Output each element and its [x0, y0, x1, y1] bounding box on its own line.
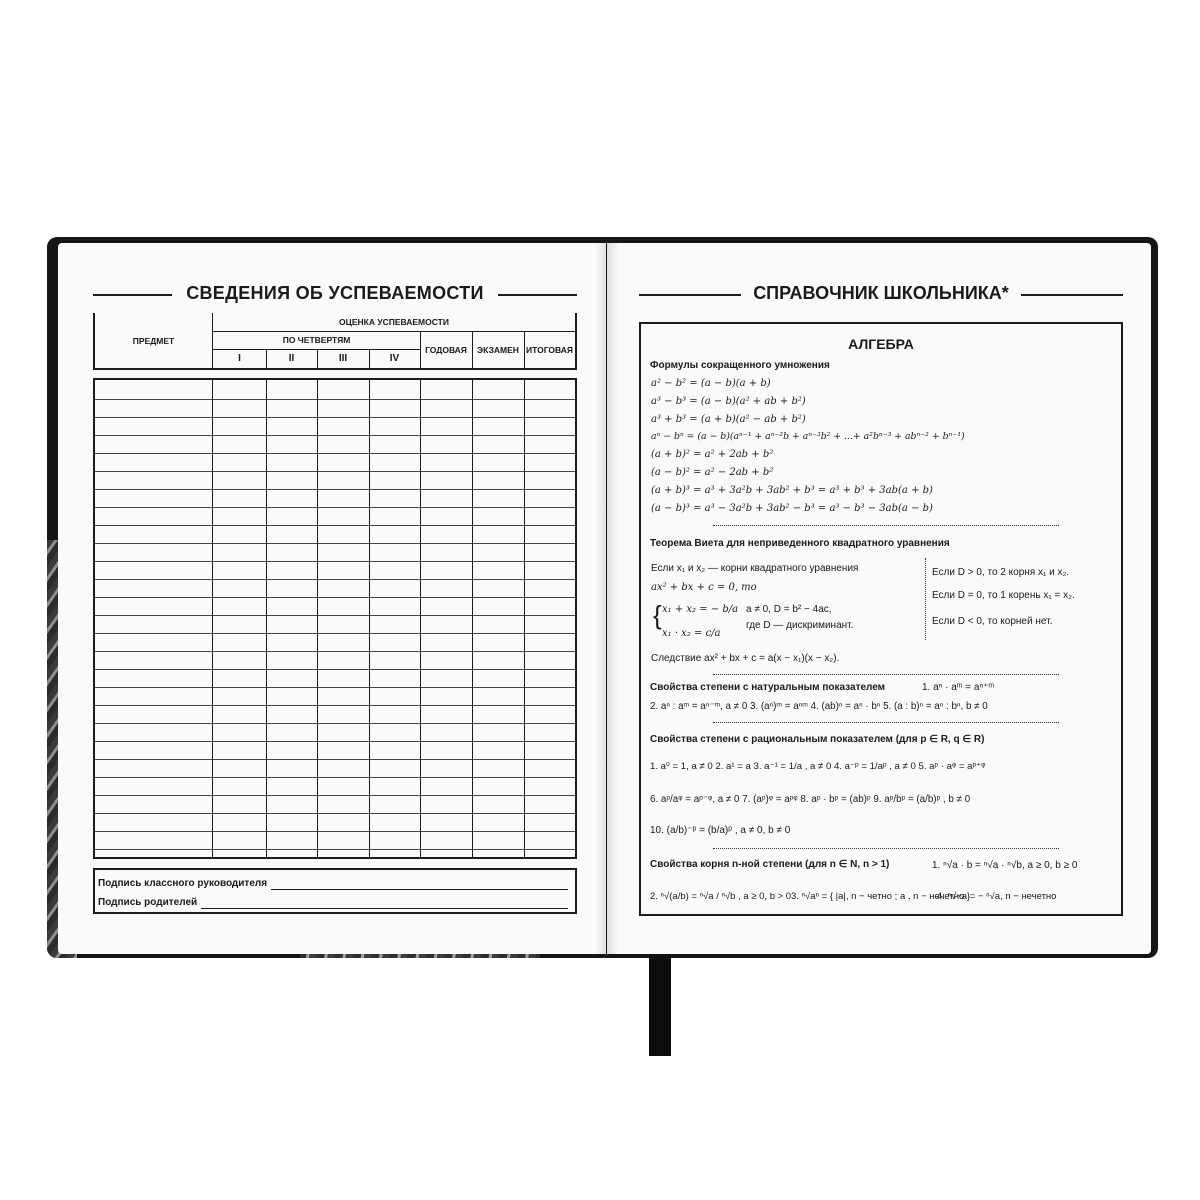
divider	[713, 722, 1059, 723]
quarters-header: ПО ЧЕТВЕРТЯМ	[282, 335, 351, 345]
quarter-4: IV	[389, 353, 400, 364]
subject-header: ПРЕДМЕТ	[132, 335, 175, 346]
root-3: 3. ⁿ√aⁿ = { |a|, n − четно ; a , n − нечетно }	[791, 891, 971, 902]
formula-2: a³ − b³ = (a − b)(a² + ab + b²)	[651, 396, 806, 407]
final-header: ИТОГОВАЯ	[526, 344, 573, 355]
vieta-case-3: Если D < 0, то корней нет.	[932, 616, 1053, 627]
vieta-case-1: Если D > 0, то 2 корня x₁ и x₂.	[932, 567, 1070, 578]
vieta-case-2: Если D = 0, то 1 корень x₁ = x₂.	[932, 590, 1075, 601]
vieta-corollary: Следствие ax² + bx + c = a(x − x₁)(x − x₂).	[651, 653, 840, 664]
quarter-3: III	[338, 353, 348, 364]
heading-root: Свойства корня n-ной степени (для n ∈ N, n > 1)	[650, 859, 890, 870]
heading-natural-power: Свойства степени с натуральным показателем	[650, 682, 886, 693]
root-2: 2. ⁿ√(a/b) = ⁿ√a / ⁿ√b , a ≥ 0, b > 0	[650, 891, 792, 902]
vieta-discriminant: a ≠ 0, D = b² − 4ac,	[746, 604, 832, 615]
formula-7: (a + b)³ = a³ + 3a²b + 3ab² + b³ = a³ + b³ + 3ab(a + b)	[651, 485, 933, 496]
exam-header: ЭКЗАМЕН	[477, 344, 519, 355]
reference-title: СПРАВОЧНИК ШКОЛЬНИКА*	[639, 283, 1123, 304]
rational-power-6-9: 6. aᵖ/aᵠ = aᵖ⁻ᵠ, a ≠ 0 7. (aᵖ)ᵠ = aᵖᵠ 8. aᵖ · bᵖ = (ab)ᵖ 9. aᵖ/bᵖ = (a/b)ᵖ , b ≠ 0	[650, 794, 971, 805]
formula-8: (a − b)³ = a³ − 3a²b + 3ab² − b³ = a³ − b³ − 3ab(a − b)	[651, 503, 933, 514]
divider	[713, 525, 1059, 526]
spine	[595, 243, 619, 954]
signature-box	[93, 868, 577, 914]
formula-4: aⁿ − bⁿ = (a − b)(aⁿ⁻¹ + aⁿ⁻²b + aⁿ⁻³b² + ...+ a²bⁿ⁻³ + abⁿ⁻² + bⁿ⁻¹)	[651, 431, 965, 442]
bookmark-ribbon[interactable]	[649, 954, 671, 1056]
vieta-line-1: Если x₁ и x₂ — корни квадратного уравнения	[651, 563, 859, 574]
natural-power-2-5: 2. aⁿ : aᵐ = aⁿ⁻ᵐ, a ≠ 0 3. (aⁿ)ᵐ = aⁿᵐ 4. (ab)ⁿ = aⁿ · bⁿ 5. (a : b)ⁿ = aⁿ : bⁿ, b ≠ 0	[650, 701, 988, 712]
quarter-1: I	[238, 353, 241, 364]
formula-1: a² − b² = (a − b)(a + b)	[651, 378, 771, 389]
vieta-brace: {	[653, 600, 662, 630]
formula-5: (a + b)² = a² + 2ab + b²	[651, 449, 774, 460]
rational-power-10: 10. (a/b)⁻ᵖ = (b/a)ᵖ , a ≠ 0, b ≠ 0	[650, 825, 791, 836]
vieta-divider	[925, 558, 926, 640]
vieta-sum: x₁ + x₂ = − b/a	[662, 604, 739, 615]
rational-power-1-5: 1. a⁰ = 1, a ≠ 0 2. a¹ = a 3. a⁻¹ = 1/a , a ≠ 0 4. a⁻ᵖ = 1/aᵖ , a ≠ 0 5. aᵖ · aᵠ = aᵖ⁺ᵠ	[650, 761, 986, 772]
divider	[713, 674, 1059, 675]
root-1: 1. ⁿ√a · b = ⁿ√a · ⁿ√b, a ≥ 0, b ≥ 0	[932, 860, 1078, 871]
root-4: 4. ⁿ√−a = − ⁿ√a, n − нечетно	[937, 891, 1057, 902]
formula-6: (a − b)² = a² − 2ab + b²	[651, 467, 774, 478]
formula-3: a³ + b³ = (a + b)(a² − ab + b²)	[651, 414, 806, 425]
section-algebra: АЛГЕБРА	[848, 336, 914, 352]
quarter-2: II	[288, 353, 295, 364]
vieta-line-2: ax² + bx + c = 0, то	[651, 582, 757, 593]
grades-table-header	[93, 313, 577, 370]
heading-short-mult: Формулы сокращенного умножения	[650, 360, 830, 371]
heading-rational-power: Свойства степени с рациональным показателем (для p ∈ R, q ∈ R)	[650, 734, 985, 745]
divider	[713, 848, 1059, 849]
teacher-signature[interactable]: Подпись классного руководителя	[98, 878, 568, 890]
vieta-discriminant-note: где D — дискриминант.	[746, 620, 854, 631]
natural-power-1: 1. aⁿ · aᵐ = aⁿ⁺ᵐ	[922, 682, 995, 693]
parents-signature[interactable]: Подпись родителей	[98, 897, 568, 909]
grades-header: ОЦЕНКА УСПЕВАЕМОСТИ	[339, 317, 449, 327]
grades-grid[interactable]	[93, 378, 577, 859]
heading-vieta: Теорема Виета для неприведенного квадратного уравнения	[650, 538, 950, 549]
vieta-product: x₁ · x₂ = c/a	[662, 628, 721, 639]
grades-title: СВЕДЕНИЯ ОБ УСПЕВАЕМОСТИ	[93, 283, 577, 304]
annual-header: ГОДОВАЯ	[425, 344, 467, 355]
